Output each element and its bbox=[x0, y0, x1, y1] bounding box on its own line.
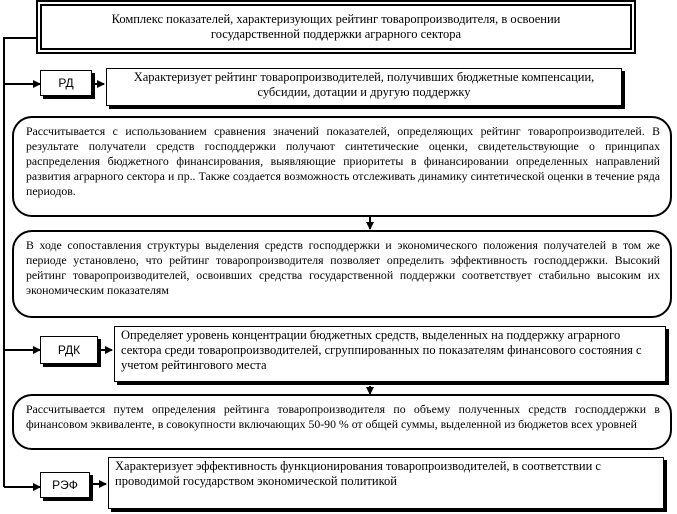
rd-note bbox=[12, 230, 672, 318]
diagram-title bbox=[40, 4, 632, 50]
rd-note-text: В ходе сопоставления структуры выделения средств господдержки и экономического положения получателей в том же периоде установлено, что рейтинг товаропроизводителя позволяет определить эффективность господдержки. Высокий рейтинг товаропроизводителей, освоивших средства государственной поддержки соответствует стабильно высоким их экономическим показателям bbox=[26, 238, 660, 297]
ref-tag bbox=[40, 472, 90, 498]
rdk-tag-label: РДК bbox=[57, 343, 81, 357]
ref-tag-label: РЭФ bbox=[52, 478, 78, 492]
rdk-definition-text: Определяет уровень концентрации бюджетных средств, выделенных на поддержку аграрного сектора среди товаропроизводителей, сгруппированных по показателям финансового состояния с учетом рейтингового места bbox=[121, 328, 642, 372]
ref-definition-text: Характеризует эффективность функционирования товаропроизводителей, в соответствии с проводимой государством экономической политикой bbox=[115, 459, 601, 488]
rd-calculation-text: Рассчитывается с использованием сравнения значений показателей, определяющих рейтинг товаропроизводителей. В результате получатели средств господдержки получают синтетические оценки, свидетельствующие о принципах распределения бюджетного финансирования, выявляющие приоритеты в финансировании определенных направлений развития аграрного сектора и пр.. Также создается возможность отслеживать динамику синтетической оценки в течение ряда периодов. bbox=[26, 124, 660, 198]
rd-tag-label: РД bbox=[58, 76, 74, 90]
rd-definition bbox=[106, 68, 622, 106]
rd-tag bbox=[40, 70, 92, 96]
diagram-title-text: Комплекс показателей, характеризующих рейтинг товаропроизводителя, в освоении государственной поддержки аграрного сектора bbox=[111, 12, 561, 41]
rdk-calculation bbox=[12, 394, 672, 450]
rdk-tag bbox=[40, 336, 98, 364]
rdk-calculation-text: Рассчитывается путем определения рейтинга товаропроизводителя по объему полученных средств господдержки в финансовом эквиваленте, в совокупности включающих 50-90 % от общей суммы, выделенной из бюджетов всех уровней bbox=[26, 402, 660, 431]
ref-definition bbox=[108, 457, 664, 509]
rd-definition-text: Характеризует рейтинг товаропроизводителей, получивших бюджетные компенсации, субсидии, дотации и другую поддержку bbox=[133, 70, 595, 99]
rd-calculation bbox=[12, 116, 672, 217]
rdk-definition bbox=[114, 326, 666, 382]
